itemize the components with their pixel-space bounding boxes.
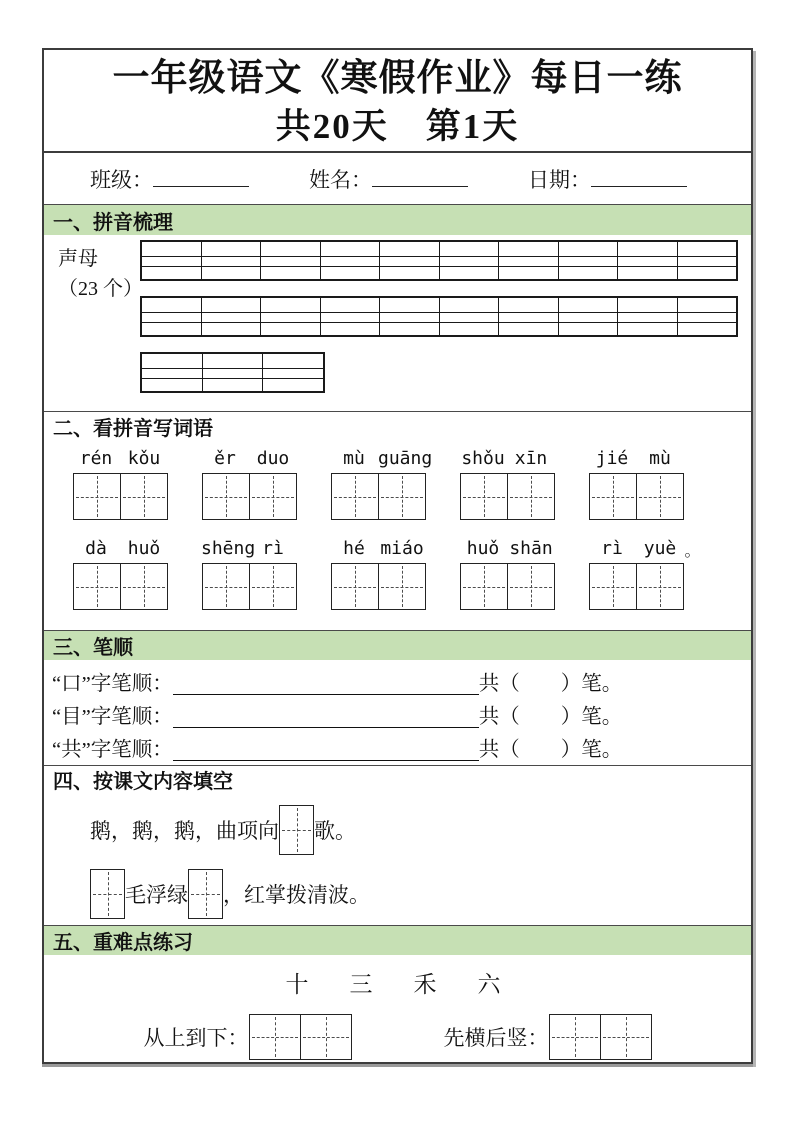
writing-cell	[74, 564, 120, 609]
pinyin-grid-cell	[677, 313, 737, 323]
writing-box-pair	[73, 563, 168, 610]
pinyin-grid-cell	[499, 313, 559, 323]
pinyin-syllable: dà	[85, 538, 107, 559]
writing-box-pair	[460, 473, 555, 520]
pinyin-grid-cell	[202, 369, 263, 379]
pinyin-grid-row	[141, 379, 324, 393]
pinyin-syllable: yuè	[643, 538, 677, 559]
pinyin-grid-cell	[439, 313, 499, 323]
section-4-header: 四、按课文内容填空	[44, 765, 751, 793]
pinyin-grid-cell	[141, 313, 201, 323]
pinyin-syllable: jié	[595, 448, 629, 469]
word-item	[72, 449, 168, 520]
pinyin-grid-cell	[141, 267, 201, 281]
writing-box-pair	[73, 473, 168, 520]
pinyin-syllable: miáo	[380, 538, 424, 559]
stroke-line-prefix: “共”字笔顺：	[52, 739, 173, 761]
pinyin-grid-cell	[499, 323, 559, 337]
pinyin-grid-cell	[201, 297, 261, 313]
stroke-line-suffix: 共（ ）笔。	[478, 706, 623, 728]
pinyin-syllable: huǒ	[127, 538, 161, 559]
pinyin-grid-cell	[141, 353, 202, 369]
class-label: 班级：	[90, 167, 153, 192]
pinyin-grid-cell	[141, 257, 201, 267]
class-field	[90, 164, 249, 194]
writing-cell	[332, 474, 378, 519]
writing-cell	[378, 474, 425, 519]
word-item	[201, 539, 297, 610]
pinyin-grid-cell	[439, 241, 499, 257]
writing-cell	[203, 564, 249, 609]
writing-cell	[636, 474, 683, 519]
initials-label-line1: 声母	[58, 248, 98, 270]
section-5-header: 五、重难点练习	[44, 925, 751, 955]
pinyin-grid-cell	[320, 257, 380, 267]
practice-group-top-to-bottom	[144, 1014, 352, 1060]
pinyin-grid-cell	[263, 353, 324, 369]
pinyin-syllable: ěr	[214, 448, 236, 469]
fill-line-2	[90, 865, 751, 923]
pinyin-grid-cell	[439, 267, 499, 281]
pinyin-grid-cell	[201, 323, 261, 337]
section-2-header: 二、看拼音写词语	[44, 411, 751, 440]
pinyin-grid-cell	[618, 267, 678, 281]
pinyin-grid-cell	[320, 267, 380, 281]
pinyin-syllable: shǒu	[461, 448, 505, 469]
pinyin-syllable: rì	[601, 538, 623, 559]
section-1-header: 一、拼音梳理	[44, 204, 751, 235]
pinyin-grid-row	[141, 369, 324, 379]
pinyin-grid-cell	[380, 313, 440, 323]
pinyin-grid-row	[141, 313, 737, 323]
writing-cell	[120, 474, 167, 519]
pinyin-grid-cell	[320, 241, 380, 257]
date-field	[528, 164, 687, 194]
writing-box-pair	[249, 1014, 352, 1060]
word-item	[459, 539, 555, 610]
word-item	[588, 538, 701, 610]
words-row-1	[72, 449, 751, 520]
stroke-line-prefix: “口”字笔顺：	[52, 673, 173, 695]
writing-cell	[250, 1015, 300, 1059]
section-5-content	[44, 955, 751, 1062]
pinyin-grid-cell	[558, 297, 618, 313]
writing-box-pair	[331, 563, 426, 610]
pinyin-grid-cell	[261, 323, 321, 337]
name-blank	[372, 166, 468, 187]
stroke-order-lines	[44, 660, 751, 765]
writing-cell	[300, 1015, 351, 1059]
pinyin-grid-cell	[499, 241, 559, 257]
pinyin-grid-cell	[141, 369, 202, 379]
pinyin-label	[201, 539, 297, 559]
pinyin-label	[330, 539, 426, 559]
practice-group-horizontal-first	[444, 1014, 652, 1060]
fill-line-1-text-after: 歌。	[314, 819, 356, 843]
horizontal-first-label: 先横后竖：	[443, 1026, 549, 1050]
worksheet-page	[42, 48, 753, 1064]
pinyin-grid-cell	[141, 323, 201, 337]
writing-box-pair	[460, 563, 555, 610]
pinyin-grid-cell	[558, 257, 618, 267]
initials-label	[44, 240, 143, 411]
pinyin-syllable: rén	[79, 448, 113, 469]
pinyin-grid-cell	[320, 313, 380, 323]
pinyin-grid-cell	[618, 297, 678, 313]
pinyin-grid-cell	[261, 257, 321, 267]
pinyin-syllable: xīn	[514, 448, 548, 469]
writing-box-pair	[331, 473, 426, 520]
date-label: 日期：	[528, 167, 591, 192]
pinyin-grid-cell	[201, 241, 261, 257]
writing-cell	[203, 474, 249, 519]
pinyin-label	[588, 539, 684, 559]
pinyin-syllable: mù	[343, 448, 365, 469]
pinyin-grid-cell	[677, 323, 737, 337]
pinyin-label	[459, 539, 555, 559]
pinyin-grid-row	[141, 241, 737, 257]
fill-line-1	[90, 795, 751, 865]
stroke-order-line	[52, 666, 751, 699]
writing-cell	[249, 474, 296, 519]
writing-cell	[249, 564, 296, 609]
writing-cell	[120, 564, 167, 609]
pinyin-grid-cell	[380, 267, 440, 281]
class-blank	[153, 166, 249, 187]
pinyin-grid-cell	[677, 257, 737, 267]
writing-cell	[590, 564, 636, 609]
pinyin-syllable: shān	[509, 538, 553, 559]
pinyin-grid-cell	[677, 297, 737, 313]
writing-box	[188, 869, 223, 919]
writing-box-pair	[549, 1014, 652, 1060]
pinyin-label	[330, 448, 433, 469]
initials-tables	[140, 240, 751, 411]
fill-line-2-text-after: ，红掌拨清波。	[223, 883, 370, 907]
pinyin-label	[201, 449, 297, 469]
pinyin-grid-row	[141, 257, 737, 267]
writing-cell	[590, 474, 636, 519]
student-info-row	[44, 153, 751, 204]
words-row-2	[72, 539, 751, 610]
pinyin-grid-cell	[439, 323, 499, 337]
pinyin-grid-row	[141, 267, 737, 281]
pinyin-grid-cell	[618, 323, 678, 337]
writing-cell	[507, 564, 554, 609]
section-2-content	[44, 440, 751, 630]
date-blank	[591, 166, 687, 187]
writing-box-pair	[202, 473, 297, 520]
section-1-content	[44, 235, 751, 411]
word-item	[588, 449, 684, 520]
fill-line-2-text-between: 毛浮绿	[125, 883, 188, 907]
writing-cell	[461, 474, 507, 519]
writing-cell	[636, 564, 683, 609]
pinyin-grid-cell	[261, 313, 321, 323]
stroke-answer-blank	[173, 703, 479, 728]
writing-box	[90, 869, 125, 919]
stroke-order-line	[52, 699, 751, 732]
pinyin-grid-row	[141, 323, 737, 337]
pinyin-grid-cell	[263, 379, 324, 393]
pinyin-grid-cell	[618, 257, 678, 267]
pinyin-grid-table	[140, 240, 738, 281]
pinyin-grid-cell	[439, 257, 499, 267]
pinyin-syllable: shēng	[201, 538, 256, 559]
pinyin-grid-cell	[380, 323, 440, 337]
stroke-line-suffix: 共（ ）笔。	[478, 739, 623, 761]
pinyin-grid-cell	[677, 241, 737, 257]
word-item	[72, 539, 168, 610]
pinyin-grid-cell	[618, 313, 678, 323]
pinyin-syllable: guāng	[378, 448, 433, 469]
pinyin-grid-cell	[380, 241, 440, 257]
initials-label-line2: （23 个）	[58, 278, 143, 300]
word-item	[459, 449, 555, 520]
pinyin-grid-cell	[677, 267, 737, 281]
writing-cell	[378, 564, 425, 609]
name-field	[309, 164, 468, 194]
pinyin-grid-cell	[499, 257, 559, 267]
practice-row	[44, 1014, 751, 1060]
word-item	[330, 448, 433, 520]
pinyin-syllable: rì	[262, 538, 284, 559]
name-label: 姓名：	[309, 167, 372, 192]
pinyin-syllable: duo	[256, 448, 290, 469]
writing-cell	[74, 474, 120, 519]
pinyin-label	[72, 449, 168, 469]
stroke-line-prefix: “目”字笔顺：	[52, 706, 173, 728]
word-item	[201, 449, 297, 520]
writing-box	[279, 805, 314, 855]
pinyin-grid-row	[141, 353, 324, 369]
stroke-answer-blank	[173, 736, 479, 761]
section-4-content	[44, 793, 751, 925]
pinyin-label	[72, 539, 168, 559]
pinyin-grid-cell	[558, 313, 618, 323]
pinyin-grid-cell	[202, 353, 263, 369]
pinyin-grid-cell	[380, 257, 440, 267]
stroke-order-line	[52, 732, 751, 765]
word-item	[330, 539, 426, 610]
pinyin-syllable: kǒu	[127, 448, 161, 469]
pinyin-grid-cell	[201, 313, 261, 323]
pinyin-grid-cell	[202, 379, 263, 393]
pinyin-grid-cell	[261, 241, 321, 257]
writing-cell	[332, 564, 378, 609]
pinyin-grid-cell	[439, 297, 499, 313]
title-block	[44, 50, 751, 153]
pinyin-syllable: mù	[649, 448, 671, 469]
page-subtitle: 共20天 第1天	[275, 107, 520, 146]
fill-line-1-text-before: 鹅，鹅，鹅，曲项向	[90, 819, 279, 843]
page-title: 一年级语文《寒假作业》每日一练	[112, 58, 683, 99]
pinyin-grid-cell	[141, 379, 202, 393]
pinyin-grid-cell	[558, 323, 618, 337]
pinyin-grid-table	[140, 296, 738, 337]
pinyin-grid-cell	[499, 297, 559, 313]
pinyin-grid-cell	[558, 267, 618, 281]
pinyin-grid-cell	[320, 323, 380, 337]
pinyin-grid-cell	[261, 267, 321, 281]
pinyin-label	[459, 449, 555, 469]
pinyin-grid-cell	[141, 297, 201, 313]
pinyin-grid-cell	[320, 297, 380, 313]
writing-box-pair	[589, 473, 684, 520]
stroke-answer-blank	[173, 670, 479, 695]
pinyin-grid-cell	[261, 297, 321, 313]
writing-cell	[461, 564, 507, 609]
pinyin-grid-table	[140, 352, 325, 393]
stroke-line-suffix: 共（ ）笔。	[478, 673, 623, 695]
section-3-header: 三、笔顺	[44, 630, 751, 660]
pinyin-grid-cell	[263, 369, 324, 379]
pinyin-grid-cell	[201, 267, 261, 281]
top-to-bottom-label: 从上到下：	[143, 1026, 249, 1050]
pinyin-syllable: hé	[343, 538, 365, 559]
pinyin-grid-cell	[558, 241, 618, 257]
writing-cell	[507, 474, 554, 519]
writing-cell	[550, 1015, 600, 1059]
pinyin-grid-cell	[380, 297, 440, 313]
pinyin-grid-row	[141, 297, 737, 313]
pinyin-syllable: huǒ	[466, 538, 500, 559]
pinyin-grid-cell	[499, 267, 559, 281]
practice-characters: 十 三 禾 六	[285, 972, 510, 997]
pinyin-grid-cell	[141, 241, 201, 257]
punctuation: 。	[684, 543, 701, 560]
writing-cell	[600, 1015, 651, 1059]
writing-box-pair	[202, 563, 297, 610]
pinyin-label	[588, 449, 684, 469]
pinyin-grid-cell	[618, 241, 678, 257]
pinyin-grid-cell	[201, 257, 261, 267]
